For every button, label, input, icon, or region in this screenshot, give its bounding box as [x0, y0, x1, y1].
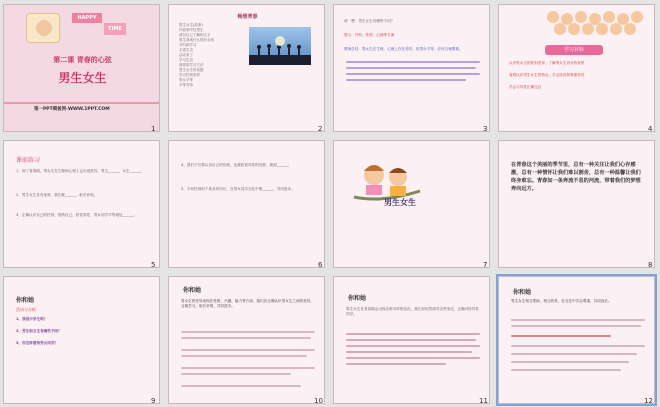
slide-number-5: 5 [151, 261, 156, 269]
slide-2-item: 男女平等 [179, 78, 193, 82]
slide-2-item: 男生女生的话题 [179, 68, 204, 72]
text-line [511, 369, 621, 371]
slide-9-heading: 你和她 [16, 297, 35, 304]
text-line [346, 351, 472, 353]
slide-2-item: 男生女生(故事) [179, 23, 203, 27]
slide-number-4: 4 [648, 125, 653, 133]
cartoon-children [352, 157, 422, 217]
slide-number-10: 10 [314, 397, 323, 405]
text-line [511, 325, 641, 327]
text-line [181, 331, 315, 333]
slide-6-item: 5、不同性别的个体各有所长，在男女同学交往中要______，共同进步。 [181, 187, 295, 191]
text-line [346, 73, 480, 75]
slide-number-3: 3 [483, 125, 488, 133]
text-line [346, 333, 480, 335]
text-line [181, 385, 301, 387]
cartoon-faces [543, 9, 651, 35]
text-line [181, 349, 315, 351]
slide-4-goal: 认识男女生的性别差异，了解男女生各自的优势 [509, 61, 585, 65]
slide-6-item: 4、我们不仅要认识自己的优势，也要欣赏异性的优势，做到______。 [181, 163, 292, 167]
text-line [346, 61, 480, 63]
text-line [181, 355, 307, 357]
slide-thumbnail-6[interactable] [168, 140, 325, 268]
happy-tag: HAPPY [72, 13, 102, 23]
slide-9-question: 1、我是中学生吗？ [16, 317, 48, 321]
slide-4-goal: 客观认识男生女生的特点，学会欣赏和尊重异性 [509, 73, 585, 77]
slide-1-footer: 第一PPT模板网-WWW.1PPT.COM [34, 107, 110, 112]
slide-3-question: 请一想：男生女生有哪些不同？ [344, 19, 395, 23]
slide-thumbnail-3[interactable] [333, 4, 490, 132]
slide-9-sub: 活动与分析 [16, 307, 36, 312]
slide-number-8: 8 [648, 261, 653, 269]
text-line [511, 361, 629, 363]
slide-3-summary: 教师总结：男女生在生理、心理上存在差异，但男女平等，应该互相尊重。 [344, 47, 463, 51]
slide-1-title: 男生女生 [58, 71, 107, 85]
slide-4-heading: 学习目标 [545, 45, 603, 55]
slide-2-item: 学习性别差异 [179, 73, 200, 77]
slide-9-question: 3、你怎样看待男女同学？ [16, 341, 59, 345]
slide-number-7: 7 [483, 261, 488, 269]
baby-photo [26, 13, 60, 43]
slide-2-item: 平等对待 [179, 83, 193, 87]
text-line [181, 373, 291, 375]
slide-1-lesson: 第二课 青春的心弦 [53, 56, 112, 64]
slide-number-1: 1 [151, 125, 156, 133]
slide-thumbnail-8[interactable] [498, 140, 655, 268]
text-line [346, 357, 480, 359]
slide-thumbnail-10[interactable] [168, 276, 325, 404]
slide-2-item: 丰富生活 [179, 48, 193, 52]
slide-1-divider [4, 102, 159, 104]
text-line [511, 353, 637, 355]
slide-4-goal: 学会与异性正确交往 [509, 85, 542, 89]
slide-5-item: 3、正确认识自己的性别，悦纳自己，欣赏异性，男女同学平等相处______。 [16, 213, 137, 217]
slide-thumbnail-9[interactable] [3, 276, 160, 404]
slide-thumbnail-1[interactable] [3, 4, 160, 132]
slide-thumbnail-4[interactable] [498, 4, 655, 132]
text-line [511, 335, 611, 337]
text-line [511, 345, 645, 347]
slide-2-item: 男生喜欢什么样的女孩 [179, 38, 214, 42]
slide-number-2: 2 [318, 125, 323, 133]
slide-7-title: 男生女生 [384, 198, 416, 207]
text-line [346, 67, 476, 69]
text-line [511, 319, 645, 321]
slide-12-heading: 你和她 [513, 289, 532, 296]
slide-number-9: 9 [151, 397, 156, 405]
slide-number-6: 6 [318, 261, 323, 269]
text-line [181, 367, 315, 369]
slide-number-12: 12 [644, 397, 653, 405]
slide-number-11: 11 [479, 397, 488, 405]
slide-2-item: 平时和学习 [179, 43, 197, 47]
slide-5-heading: 课前练习 [16, 157, 41, 164]
slide-thumbnail-2[interactable] [168, 4, 325, 132]
slide-5-item: 1、到了青春期，男女生在生理和心理上会出现差异，男生______，女生______。 [16, 169, 145, 173]
slide-2-item: 内容到中性男生 [179, 28, 204, 32]
slide-2-item: 学习生活 [179, 58, 193, 62]
text-line [346, 79, 466, 81]
text-line [346, 345, 480, 347]
slide-3-hint: 提示：外形、性格、心理等方面 [344, 33, 395, 37]
slide-10-text: 男女生的差异表现在性格、兴趣、能力等方面，我们应正确认识男女生之间的差异，互相学习，取长补短，共同进步。 [181, 299, 314, 309]
slide-11-heading: 你和她 [348, 295, 367, 302]
slide-2-item: 请你的学习方法 [179, 63, 204, 67]
slide-2-heading: 畅想青春 [237, 14, 258, 20]
slide-thumbnail-12[interactable] [498, 276, 655, 404]
slide-thumbnail-5[interactable] [3, 140, 160, 268]
sky-photo [249, 27, 311, 65]
time-tag: TIME [104, 23, 126, 35]
slide-2-item: 活动来了 [179, 53, 193, 57]
text-line [346, 363, 446, 365]
slide-11-text: 男生女生在青春期会出现各种各样的变化，我们应坦然面对这些变化，正确对待异性同学。 [346, 307, 479, 317]
slide-12-text: 男生女生相互帮助，相互欣赏，在交往中学会尊重，共同成长。 [511, 299, 612, 303]
slide-10-heading: 你和她 [183, 287, 202, 294]
slide-2-list [179, 23, 241, 88]
slide-5-item: 2、男生女生各有优势，我们要______，取长补短。 [16, 193, 98, 197]
text-line [346, 339, 476, 341]
slide-thumbnail-7[interactable] [333, 140, 490, 268]
slide-thumbnail-11[interactable] [333, 276, 490, 404]
slide-8-text: 在青春这个美丽的季节里，总有一种关注让我们心存感激，总有一种情怀让我们难以割舍，总有一种温馨让我们终身难忘。青春如一条奔流不息的河流，带着我们的梦想奔向远方。 [511, 162, 641, 192]
slide-2-item: 请以自己了解的文字 [179, 33, 211, 37]
text-line [181, 337, 311, 339]
slide-9-question: 2、男生和女生有哪些不同？ [16, 329, 62, 333]
